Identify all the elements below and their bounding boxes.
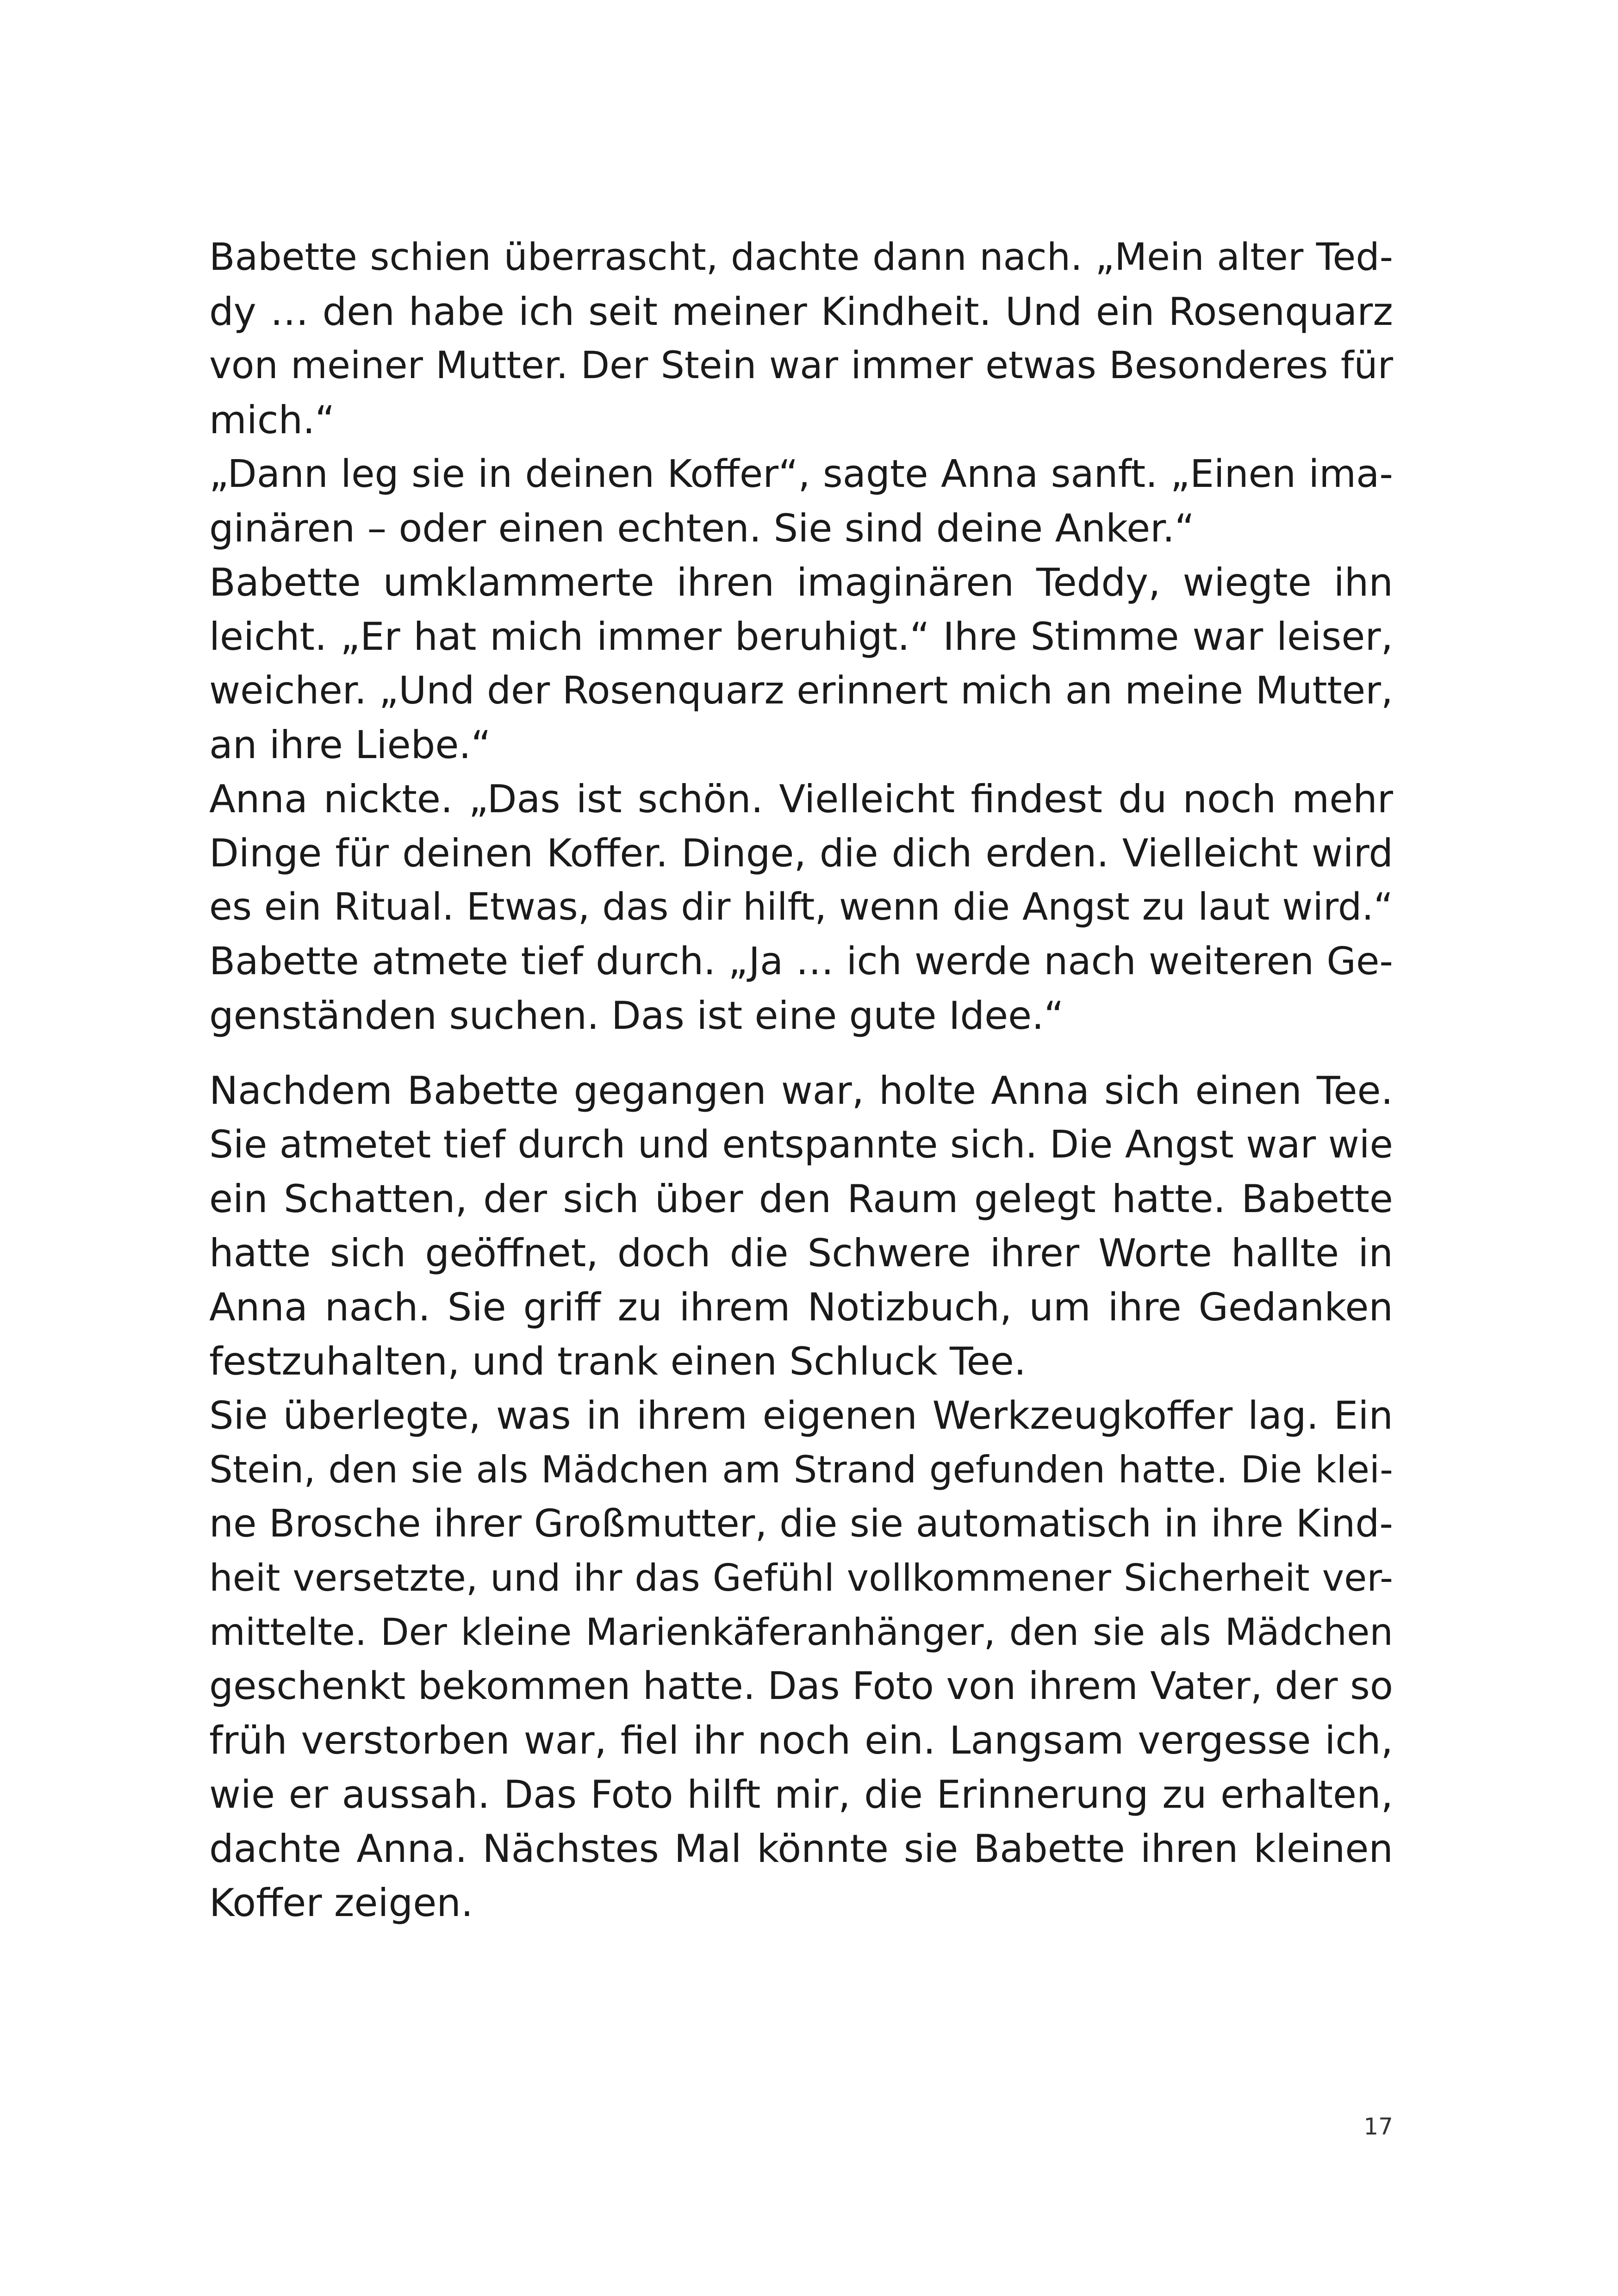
text-line: dy … den habe ich seit meiner Kindheit. Und ein Rosenquarz xyxy=(209,289,1393,334)
text-line: es ein Ritual. Etwas, das dir hilft, wenn die Angst zu laut wird.“ xyxy=(209,885,1393,929)
text-line: hatte sich geöffnet, doch die Schwere ihrer Worte hallte in xyxy=(209,1231,1393,1276)
text-line: wie er aussah. Das Foto hilft mir, die Erinnerung zu erhalten, xyxy=(209,1772,1393,1817)
text-line: „Dann leg sie in deinen Koffer“, sagte Anna sanft. „Einen ima- xyxy=(209,452,1393,496)
text-line: leicht. „Er hat mich immer beruhigt.“ Ihre Stimme war leiser, xyxy=(209,614,1393,659)
text-line: ginären – oder einen echten. Sie sind deine Anker.“ xyxy=(209,506,1195,551)
text-line: Babette schien überrascht, dachte dann nach. „Mein alter Ted- xyxy=(209,236,1393,279)
text-line: mittelte. Der kleine Marienkäferanhänger, den sie als Mädchen xyxy=(209,1611,1393,1654)
text-line: früh verstorben war, fiel ihr noch ein. Langsam vergesse ich, xyxy=(209,1718,1393,1763)
text-line: Babette atmete tief durch. „Ja … ich werde nach weiteren Ge- xyxy=(209,940,1393,983)
text-line: Babette umklammerte ihren imaginären Teddy, wiegte ihn xyxy=(209,560,1393,605)
text-line: geschenkt bekommen hatte. Das Foto von ihrem Vater, der so xyxy=(209,1664,1393,1708)
text-line: Anna nickte. „Das ist schön. Vielleicht findest du noch mehr xyxy=(209,777,1393,821)
text-line: Stein, den sie als Mädchen am Strand gefunden hatte. Die klei- xyxy=(209,1448,1393,1491)
text-line: heit versetzte, und ihr das Gefühl vollkommener Sicherheit ver- xyxy=(209,1556,1393,1599)
text-line: an ihre Liebe.“ xyxy=(209,722,491,767)
text-line: dachte Anna. Nächstes Mal könnte sie Babette ihren kleinen xyxy=(209,1826,1393,1871)
text-line: ne Brosche ihrer Großmutter, die sie automatisch in ihre Kind- xyxy=(209,1502,1393,1546)
text-line: Sie überlegte, was in ihrem eigenen Werkzeugkoffer lag. Ein xyxy=(209,1393,1393,1438)
paragraph-block-2 xyxy=(209,1064,1393,1930)
text-line: Sie atmetet tief durch und entspannte sich. Die Angst war wie xyxy=(209,1123,1393,1167)
page-number: 17 xyxy=(1363,2113,1393,2140)
text-line: weicher. „Und der Rosenquarz erinnert mich an meine Mutter, xyxy=(209,669,1393,713)
text-line: von meiner Mutter. Der Stein war immer etwas Besonderes für xyxy=(209,344,1393,387)
text-line: festzuhalten, und trank einen Schluck Tee. xyxy=(209,1339,1027,1384)
text-line: Koffer zeigen. xyxy=(209,1880,473,1925)
text-line: Nachdem Babette gegangen war, holte Anna sich einen Tee. xyxy=(209,1068,1393,1113)
text-line: genständen suchen. Das ist eine gute Idee.“ xyxy=(209,993,1064,1038)
text-line: Anna nach. Sie griff zu ihrem Notizbuch, um ihre Gedanken xyxy=(209,1285,1393,1330)
paragraph-block-1 xyxy=(209,230,1393,1043)
text-line: mich.“ xyxy=(209,398,335,442)
text-line: ein Schatten, der sich über den Raum gelegt hatte. Babette xyxy=(209,1176,1393,1221)
text-line: Dinge für deinen Koffer. Dinge, die dich erden. Vielleicht wird xyxy=(209,831,1393,876)
